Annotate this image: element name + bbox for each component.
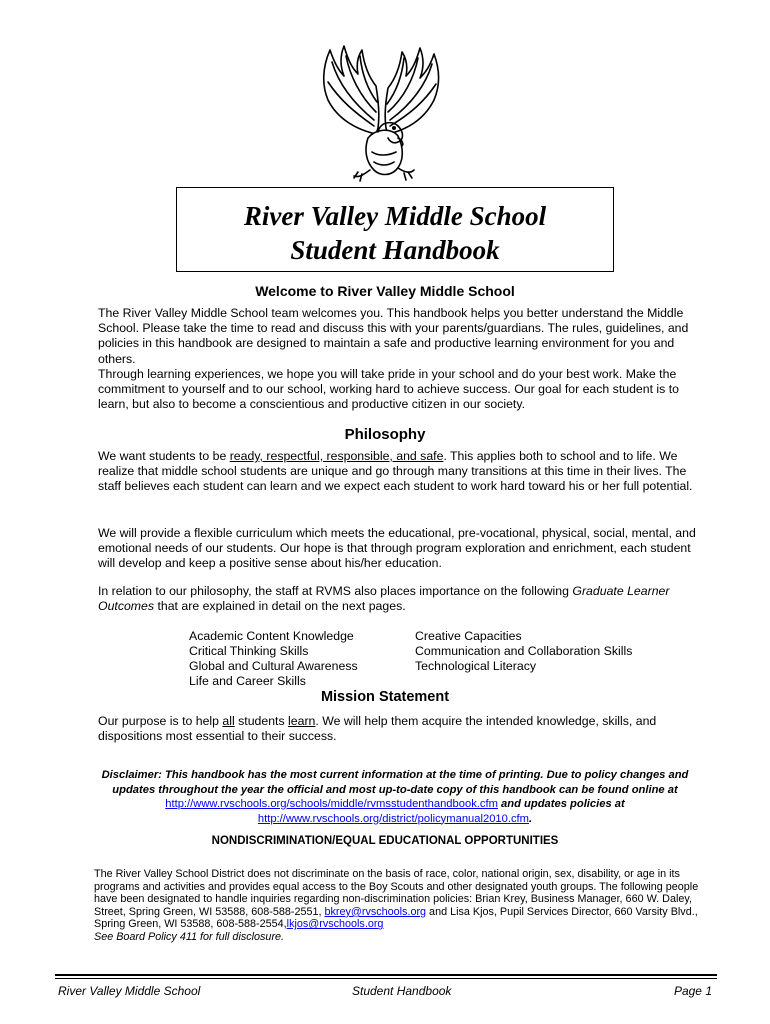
lkjos-email-link[interactable]: lkjos@rvschools.org <box>286 918 384 931</box>
nondiscrimination-heading: NONDISCRIMINATION/EQUAL EDUCATIONAL OPPORTUNITIES <box>211 835 559 847</box>
philosophy-paragraph-3 <box>98 584 698 614</box>
welcome-heading: Welcome to River Valley Middle School <box>255 283 515 299</box>
outcomes-left-list <box>189 629 358 689</box>
footer-document-title: Student Handbook <box>352 984 452 998</box>
footer-page-number: Page 1 <box>673 984 712 998</box>
welcome-section <box>98 306 698 412</box>
board-policy-note: See Board Policy 411 for full disclosure. <box>94 930 285 943</box>
mission-underline-all: all <box>222 714 235 728</box>
mission-text-2: students <box>234 714 289 728</box>
mission-heading: Mission Statement <box>320 689 450 705</box>
mission-text-3: . We will help them acquire the intended knowledge, skills, and dispositions most essential to their success. <box>98 714 657 744</box>
philosophy-p3-post: that are explained in detail on the next pages. <box>154 599 406 614</box>
footer-rule-thin <box>55 978 717 979</box>
disclaimer-text: Disclaimer: This handbook has the most current information at the time of printing. Due to policy changes and updates throughout the year the official and most up-to-date copy of this handbook can be found online at <box>101 769 689 796</box>
mission-text-1: Our purpose is to help <box>98 714 223 728</box>
mission-statement <box>98 714 698 744</box>
disclaimer <box>90 768 700 826</box>
outcomes-right-list <box>415 629 632 674</box>
footer-school-name: River Valley Middle School <box>58 984 201 998</box>
nondisc-text-2: and Lisa Kjos, Pupil Services Director, 660 Varsity Blvd., Spring Green, WI 53588, 608-588-2554, <box>94 905 698 931</box>
eagle-icon <box>318 42 444 184</box>
philosophy-p1-post: . This applies both to school and to life. We realize that middle school students are unique and go through many transitions at this time in their lives. The staff believes each student can learn and we expect each student to work hard toward his or her full potential. <box>98 449 693 494</box>
outcome-item: Critical Thinking Skills <box>189 644 309 658</box>
outcome-item: Technological Literacy <box>415 659 536 673</box>
eagle-logo <box>318 42 444 184</box>
nondisc-text-1: The River Valley School District does not discriminate on the basis of race, color, national origin, sex, disability, or age in its programs and activities and provides equal access to the Boy Scouts and other designated youth groups. The following people have been designated to handle inquiries regarding non-discrimination policies: Brian Krey, Business Manager, 660 W. Daley, Street, Spring Green, WI 53588, 608-588-2551, <box>94 868 699 918</box>
philosophy-heading: Philosophy <box>344 426 426 443</box>
outcome-item: Global and Cultural Awareness <box>189 659 358 673</box>
title-line-1: River Valley Middle School <box>243 201 547 231</box>
philosophy-paragraph-1 <box>98 449 698 495</box>
disclaimer-mid: and updates policies at <box>497 798 625 810</box>
title-box <box>176 187 614 272</box>
nondiscrimination-text <box>94 868 704 944</box>
title-line-2: Student Handbook <box>290 235 500 265</box>
handbook-link[interactable]: http://www.rvschools.org/schools/middle/rvmsstudenthandbook.cfm <box>165 798 498 810</box>
outcome-item: Communication and Collaboration Skills <box>415 644 633 658</box>
philosophy-p3-italic: Graduate Learner Outcomes <box>98 584 670 614</box>
welcome-paragraph-1: The River Valley Middle School team welcomes you. This handbook helps you better understand the Middle School. Please take the time to read and discuss this with your parents/guardians. The rules, guidelines, and policies in this handbook are designed to maintain a safe and productive learning environment for you and others. <box>98 306 689 366</box>
outcome-item: Academic Content Knowledge <box>189 629 354 643</box>
welcome-paragraph-2: Through learning experiences, we hope you will take pride in your school and do your best work. Make the commitment to yourself and to our school, working hard to achieve success. Our goal for each student is to learn, but also to become a conscientious and productive citizen in our society. <box>98 366 679 412</box>
philosophy-paragraph-2: We will provide a flexible curriculum which meets the educational, pre-vocational, physical, social, mental, and emotional needs of our students. Our hope is that through program exploration and enrichment, each student will develop and keep a positive sense about his/her education. <box>98 526 696 571</box>
policy-manual-link[interactable]: http://www.rvschools.org/district/policymanual2010.cfm <box>257 812 529 825</box>
philosophy-p1-underlined: ready, respectful, responsible, and safe <box>229 449 444 463</box>
philosophy-p3-pre: In relation to our philosophy, the staff at RVMS also places importance on the following <box>98 584 573 598</box>
bkrey-email-link[interactable]: bkrey@rvschools.org <box>324 905 427 918</box>
philosophy-p1-pre: We want students to be <box>98 449 230 463</box>
disclaimer-end: . <box>529 812 533 825</box>
outcome-item: Creative Capacities <box>415 629 522 643</box>
outcome-item: Life and Career Skills <box>189 674 306 688</box>
mission-underline-learn: learn <box>288 714 316 728</box>
footer-rule <box>55 974 717 976</box>
